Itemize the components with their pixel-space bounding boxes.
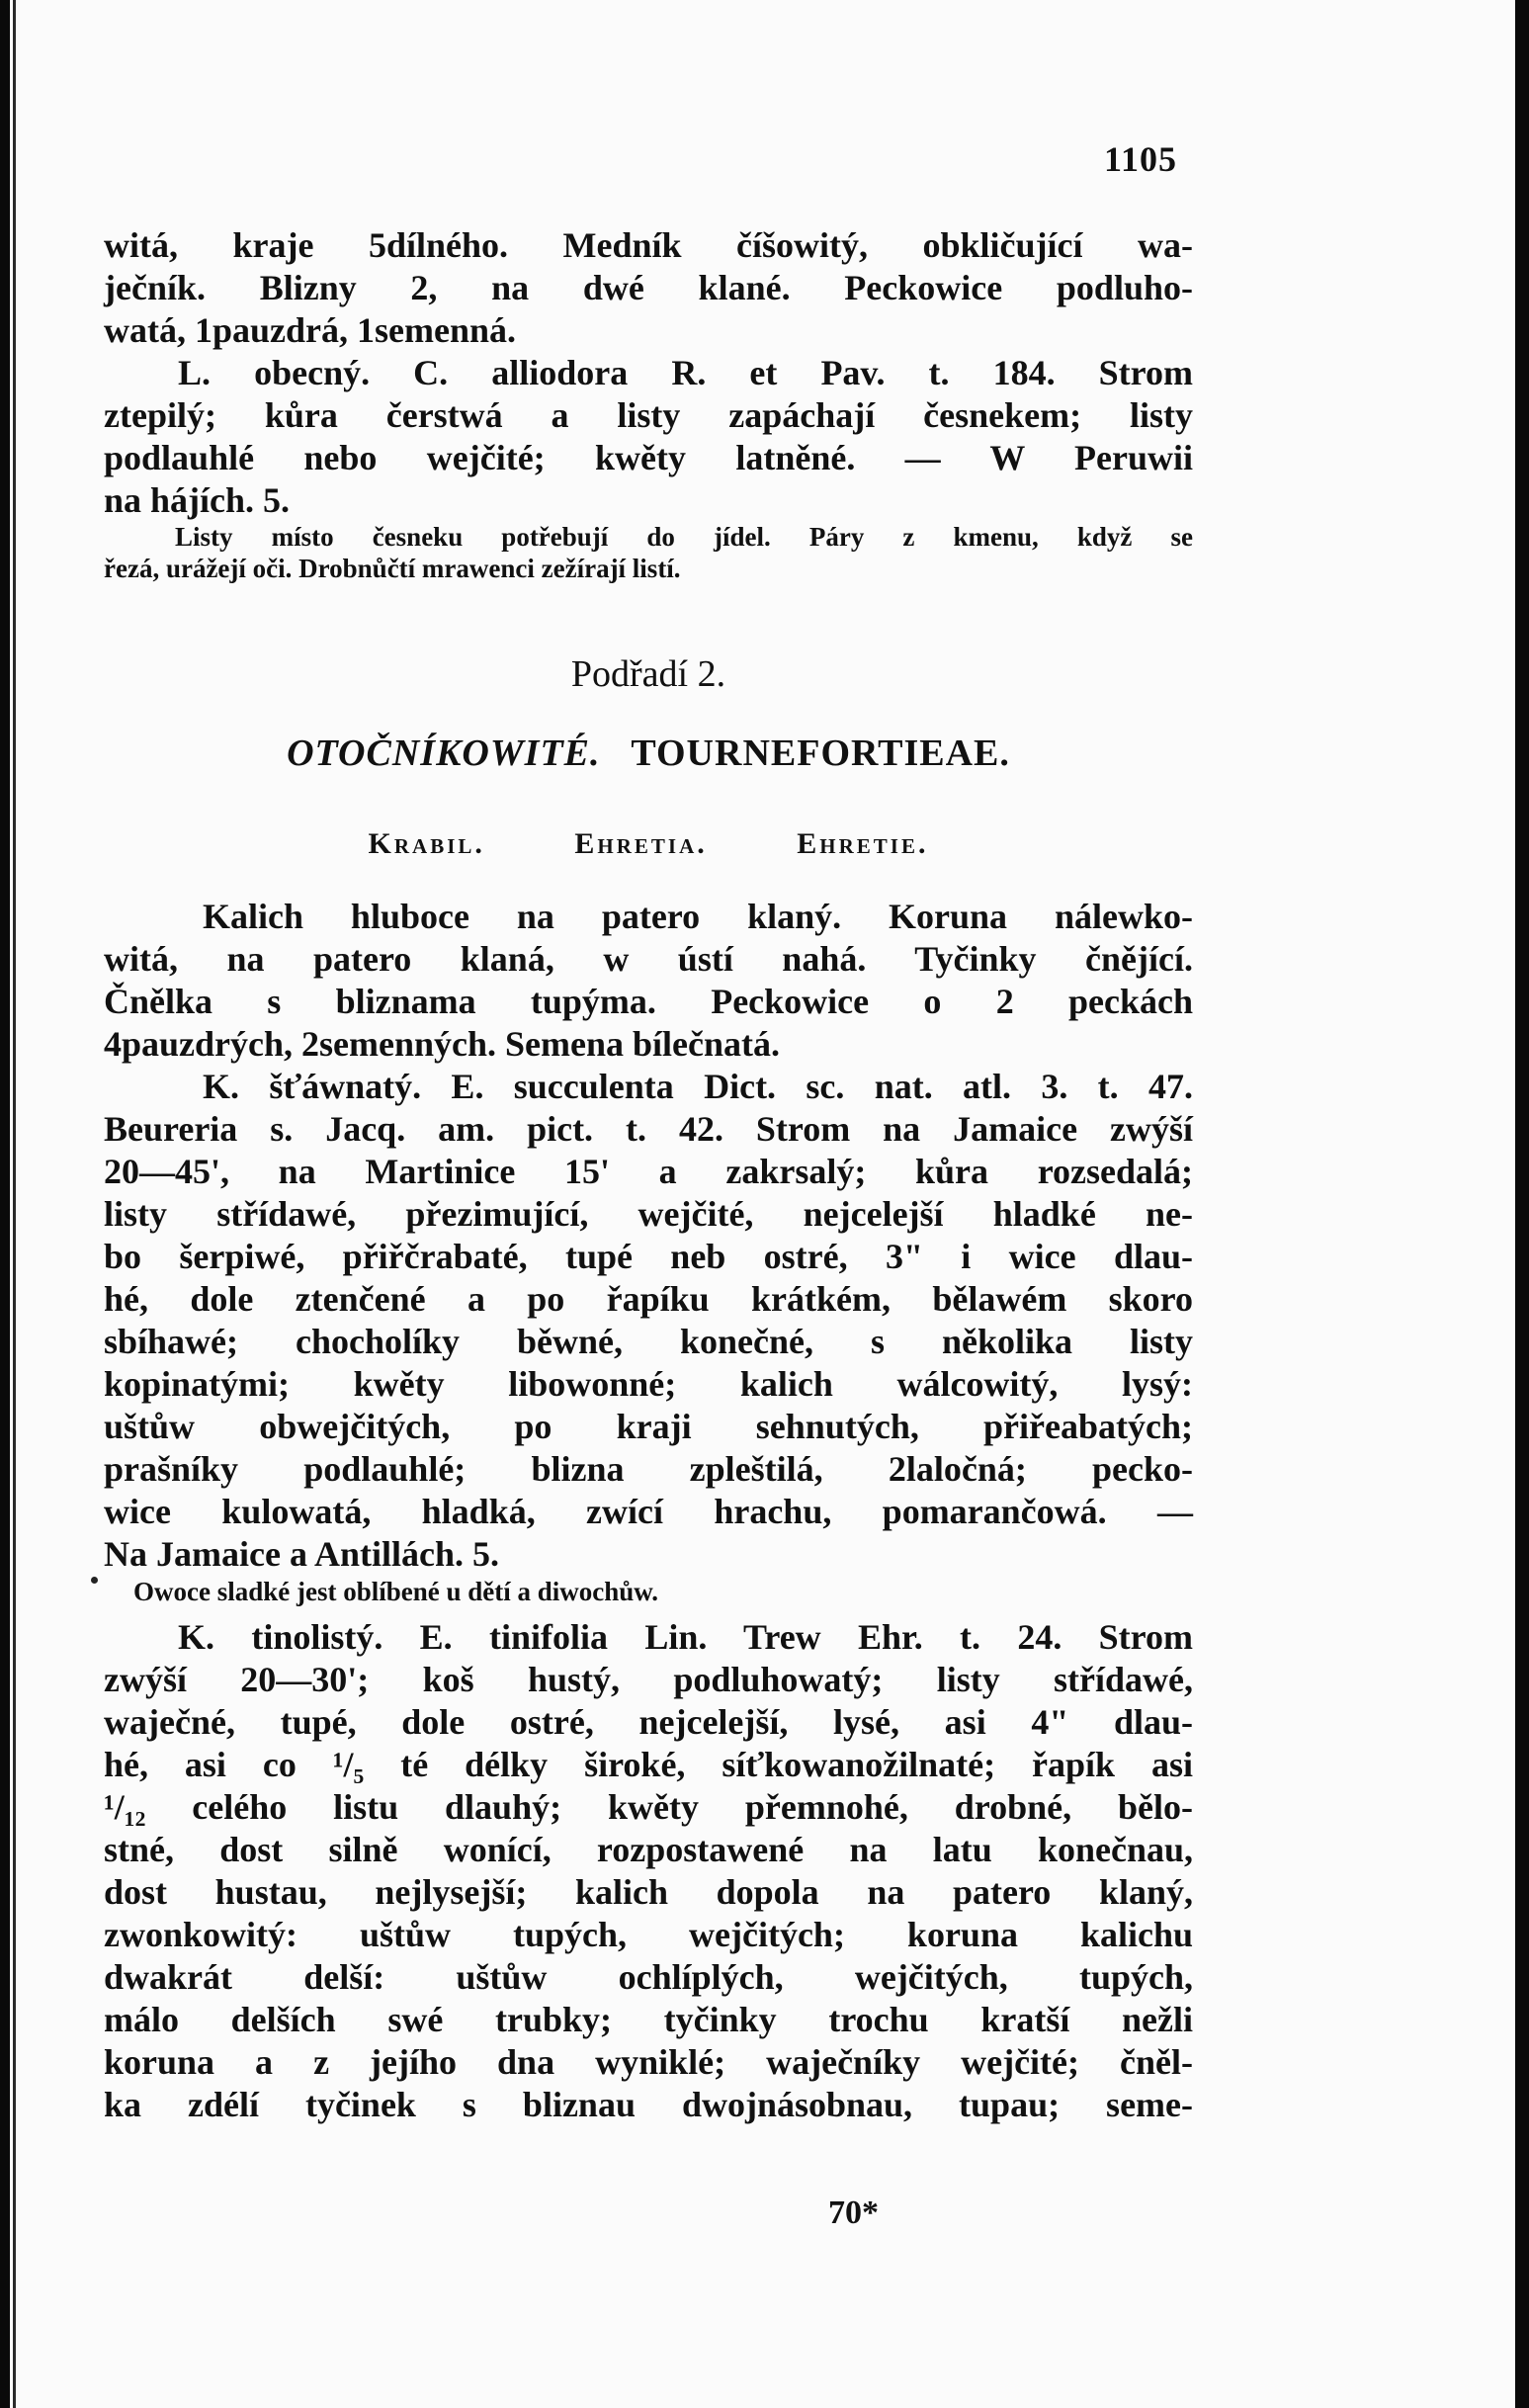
genus-czech: Krabil. [368,827,485,860]
scan-edge-left [0,0,10,2408]
scan-edge-right [1515,0,1529,2408]
family-czech-name: OTOČNÍKOWITÉ. [287,732,601,774]
text-line: listy střídawé, přezimující, wejčité, nejcelejší hladké ne- [104,1194,1193,1234]
text-line: sbíhawé; chocholíky běwné, konečné, s několika listy [104,1322,1193,1361]
text-line: ječník. Blizny 2, na dwé klané. Peckowice podluho- [104,268,1193,307]
ink-spot [91,1577,98,1584]
text-line: wice kulowatá, hladká, zwící hrachu, pomarančowá. — [104,1492,1193,1531]
text-line: bo šerpiwé, přiřčrabaté, tupé neb ostré, 3" i wice dlau- [104,1237,1193,1276]
text-line: witá, na patero klaná, w ústí nahá. Tyčinky čnějící. [104,939,1193,979]
text-line: dwakrát delší: uštůw ochlíplých, wejčitých, tupých, [104,1957,1193,1997]
text-line: ka zdélí tyčinek s bliznau dwojnásobnau, tupau; seme- [104,2085,1193,2124]
text-line: koruna a z jejího dna wyniklé; waječníky wejčité; čněl- [104,2042,1193,2082]
text-line: Beureria s. Jacq. am. pict. t. 42. Strom na Jamaice zwýší [104,1109,1193,1149]
text-line: dost hustau, nejlysejší; kalich dopola na patero klaný, [104,1872,1193,1912]
page-number: 1105 [1104,139,1178,179]
text-line: K. tinolistý. E. tinifolia Lin. Trew Ehr. t. 24. Strom [178,1617,1193,1657]
text-line: na hájích. 5. [104,480,291,520]
scan-edge-left-line [13,0,16,2408]
text-line: zwýší 20—30'; koš hustý, podluhowatý; listy střídawé, [104,1660,1193,1699]
note-line: řezá, urážejí oči. Drobnůčtí mrawenci zežírají listí. [104,554,681,583]
genus-czech-alt: Ehretie. [797,827,929,860]
text-line: uštůw obwejčitých, po kraji sehnutých, přiřeabatých; [104,1407,1193,1446]
text-line: hé, dole ztenčené a po řapíku krátkém, bělawém skoro [104,1279,1193,1319]
text-line: málo delších swé trubky; tyčinky trochu kratší nežli [104,2000,1193,2039]
text-line: L. obecný. C. alliodora R. et Pav. t. 184. Strom [178,353,1193,392]
text-line: zwonkowitý: uštůw tupých, wejčitých; koruna kalichu [104,1915,1193,1954]
text-line: podlauhlé nebo wejčité; kwěty latněné. — W Peruwii [104,438,1193,477]
book-page [104,0,1201,2408]
text-line: waječné, tupé, dole ostré, nejcelejší, lysé, asi 4" dlau- [104,1702,1193,1742]
suborder-heading: Podřadí 2. [570,653,726,695]
text-line: prašníky podlauhlé; blizna zpleštilá, 2laločná; pecko- [104,1449,1193,1489]
note-line: Listy místo česneku potřebují do jídel. Páry z kmenu, když se [175,522,1193,552]
printer-signature-mark: 70* [828,2194,879,2231]
text-line: kopinatými; kwěty libowonné; kalich wálcowitý, lysý: [104,1364,1193,1404]
text-line: watá, 1pauzdrá, 1semenná. [104,310,517,350]
text-line: stné, dost silně wonící, rozpostawené na latu konečnau, [104,1830,1193,1869]
text-line: witá, kraje 5dílného. Medník číšowitý, obkličující wa- [104,225,1193,265]
text-line: ztepilý; kůra čerstwá a listy zapáchají česnekem; listy [104,395,1193,435]
family-heading [104,731,1193,775]
note-line: Owoce sladké jest oblíbené u dětí a diwochůw. [133,1577,659,1606]
text-line: Na Jamaice a Antillách. 5. [104,1534,499,1574]
text-line: ¹/₁₂ celého listu dlauhý; kwěty přemnohé, drobné, bělo- [104,1787,1193,1827]
genus-latin: Ehretia. [574,827,708,860]
text-line: 20—45', na Martinice 15' a zakrsalý; kůra rozsedalá; [104,1152,1193,1191]
family-latin-name: TOURNEFORTIEAE. [631,732,1010,774]
text-line: Čnělka s bliznama tupýma. Peckowice o 2 peckách [104,982,1193,1021]
text-line: 4pauzdrých, 2semenných. Semena bílečnatá. [104,1024,780,1064]
text-line: Kalich hluboce na patero klaný. Koruna nálewko- [203,897,1193,936]
text-line: K. šťáwnatý. E. succulenta Dict. sc. nat. atl. 3. t. 47. [203,1067,1193,1106]
text-line: hé, asi co ¹/₅ té délky široké, síťkowanožilnaté; řapík asi [104,1745,1193,1784]
genus-heading [104,826,1193,862]
